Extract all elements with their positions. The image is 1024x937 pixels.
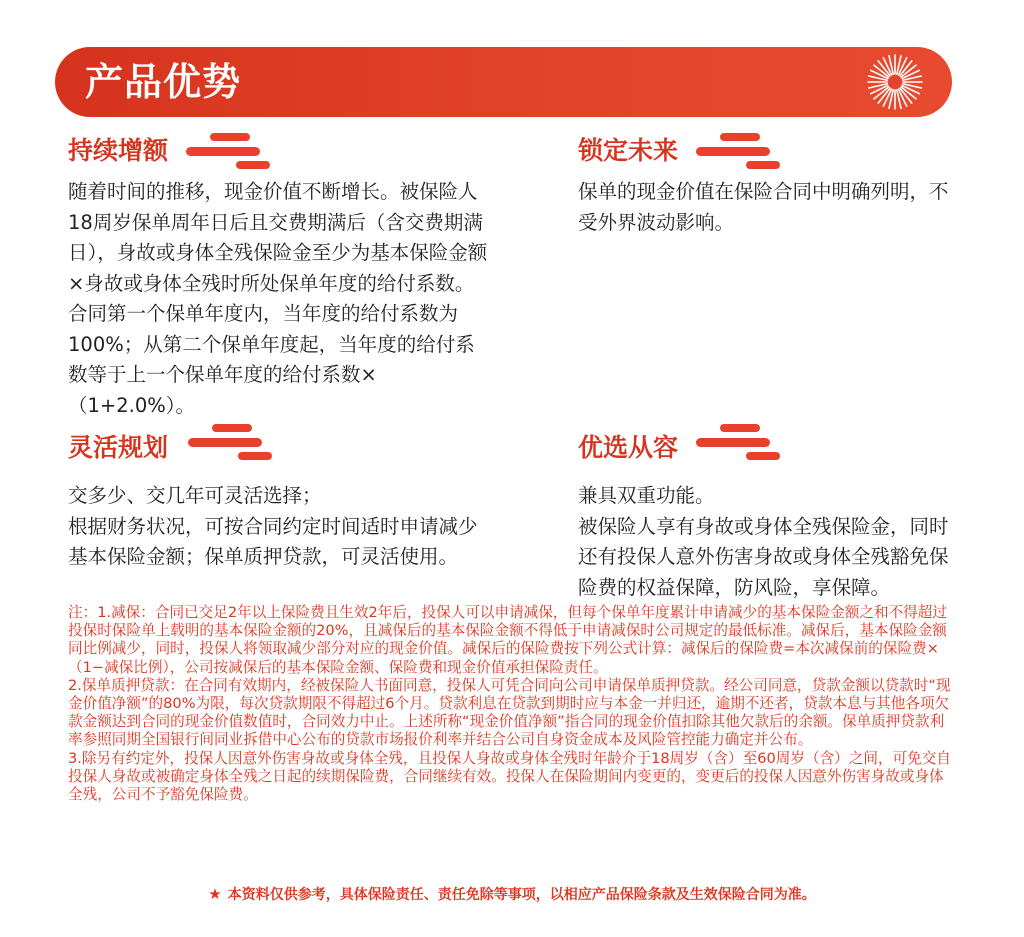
page-title: 产品优势 [85,60,242,104]
section-paragraph: 兼具双重功能。 [578,484,715,507]
decorative-dash-icon [696,422,782,464]
section-optimal-ease [578,422,956,603]
footnote-item: 3.除另有约定外，投保人因意外伤害身故或身体全残，且投保人身故或身体全残时年龄介于18周岁（含）至60周岁（含）之间，可免交自投保人身故或被确定身体全残之日起的续期保险费，合同继续有效。投保人在保险期间内变更的，变更后的投保人因意外伤害身故或身体全残，公司不予豁免保险费。 [68,749,951,804]
section-title: 锁定未来 [578,136,679,165]
section-flexible-planning [68,422,478,573]
section-paragraph: 被保险人享有身故或身体全残保险金，同时还有投保人意外伤害身故或身体全残豁免保险费的权益保障，防风险，享保障。 [578,514,949,599]
footnote-item: 注：1.减保：合同已交足2年以上保险费且生效2年后，投保人可以申请减保，但每个保单年度累计申请减少的基本保险金额之和不得超过投保时保险单上载明的基本保险金额的20%，且减保后的基本保险金额不得低于申请减保时公司规定的最低标准。减保后，基本保险金额同比例减少，同时，投保人将领取减少部分对应的现金价值。减保后的保险费按下列公式计算：减保后的保险费=本次减保前的保险费×（1−减保比例），公司按减保后的基本保险金额、保险费和现金价值承担保险责任。 [68,604,947,676]
section-paragraph: 交多少、交几年可灵活选择； [68,484,322,507]
footnote-item: 2.保单质押贷款：在合同有效期内，经被保险人书面同意，投保人可凭合同向公司申请保单质押贷款。经公司同意，贷款金额以贷款时“现金价值净额”的80%为限，每次贷款期限不得超过6个月。贷款利息在贷款到期时应与本金一并归还，逾期不还者，贷款本息与其他各项欠款金额达到合同的现金价值数值时，合同效力中止。上述所称“现金价值净额”指合同的现金价值扣除其他欠款后的余额。保单质押贷款利率参照同期全国银行间同业拆借中心公布的贷款市场报价利率并结合公司自身资金成本及风险管控能力确定并公布。 [68,676,951,749]
disclaimer-text: 本资料仅供参考，具体保险责任、责任免除等事项，以相应产品保险条款及生效保险合同为准。 [227,887,816,903]
decorative-dash-icon [186,131,272,173]
section-paragraph: 随着时间的推移，现金价值不断增长。被保险人18周岁保单周年日后且交费期满后（含交费期满日），身故或身体全残保险金至少为基本保险金额×身故或身体全残时所处保单年度的给付系数。合同第一个保单年度内，当年度的给付系数为100%；从第二个保单年度起，当年度的给付系数等于上一个保单年度的给付系数×（1+2.0%）。 [68,180,488,417]
section-paragraph: 保单的现金价值在保险合同中明确列明，不受外界波动影响。 [578,180,949,234]
star-icon: ★ [208,885,222,903]
section-paragraph: 根据财务状况，可按合同约定时间适时申请减少基本保险金额；保单质押贷款，可灵活使用。 [68,514,478,568]
decorative-dash-icon [188,422,274,464]
decorative-dash-icon [696,131,782,173]
sunburst-icon [866,53,924,111]
section-continuous-increase [68,131,488,421]
section-lock-future [578,131,950,238]
footnotes [68,604,958,804]
section-title: 灵活规划 [68,433,169,462]
header-banner [55,47,952,117]
section-title: 优选从容 [578,433,679,462]
disclaimer [0,884,1024,905]
section-title: 持续增额 [68,136,169,165]
